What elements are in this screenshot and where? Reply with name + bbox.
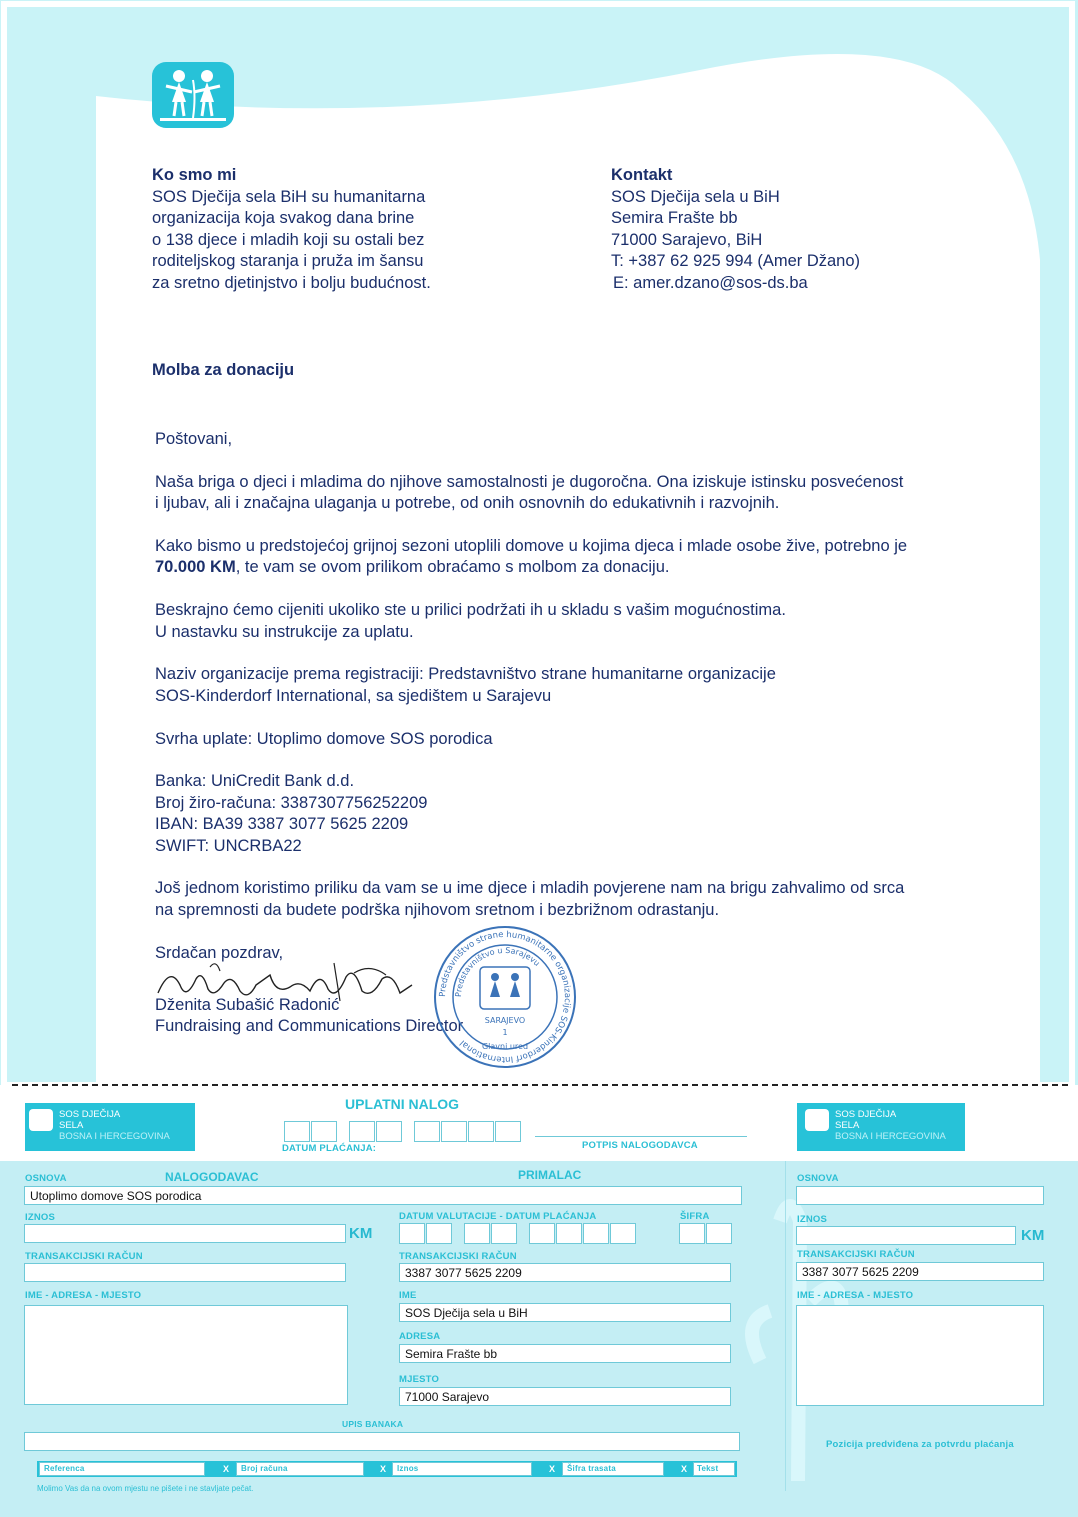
date-cell[interactable] xyxy=(441,1121,467,1142)
right-address-field[interactable] xyxy=(796,1305,1044,1406)
stamp-bottom-text: Glavni ured xyxy=(481,1042,529,1051)
signer-name: Dženita Subašić Radonić xyxy=(155,996,340,1015)
stamp-number: 1 xyxy=(502,1028,508,1037)
right-iznos-field[interactable] xyxy=(796,1226,1016,1245)
bank-line: SWIFT: UNCRBA22 xyxy=(155,836,302,855)
x-marker: X xyxy=(678,1462,690,1476)
recipient-account-field[interactable]: 3387 3077 5625 2209 xyxy=(399,1263,731,1282)
paragraph-line: i ljubav, ali i značajna ulaganja u potrebe, od onih osnovnih do edukativnih i razvojnih. xyxy=(155,494,780,513)
recipient-name-field[interactable]: SOS Dječija sela u BiH xyxy=(399,1303,731,1322)
km-label: KM xyxy=(349,1225,373,1242)
signer-title: Fundraising and Communications Director xyxy=(155,1017,464,1036)
logo-line: SOS DJEČIJA xyxy=(835,1109,897,1120)
logo-line: SELA xyxy=(59,1120,84,1131)
stamp-inner-text: Predstavništvo u Sarajevu xyxy=(453,945,542,998)
ime-label: IME xyxy=(399,1290,417,1301)
about-line: organizacija koja svakog dana brine xyxy=(152,209,415,227)
bank-entry-field[interactable] xyxy=(24,1432,740,1451)
stamp-ring-text: Predstavništvo strane humanitarne organizacije SOS-Kinderdorf International xyxy=(437,929,573,1065)
iznos-field[interactable] xyxy=(24,1224,346,1243)
about-heading: Ko smo mi xyxy=(152,166,237,184)
valuta-cell[interactable] xyxy=(529,1223,555,1244)
paragraph-line: Kako bismo u predstojećoj grijnoj sezoni utoplili domove u kojima djeca i mlade osobe žive, potrebno je xyxy=(155,537,908,555)
sifra-cell[interactable] xyxy=(679,1223,705,1244)
slip-logo-left xyxy=(25,1103,195,1151)
adresa-label: ADRESA xyxy=(399,1331,441,1342)
recipient-transakcijski-label: TRANSAKCIJSKI RAČUN xyxy=(399,1251,517,1262)
greeting: Poštovani, xyxy=(155,430,233,448)
osnova-label: OSNOVA xyxy=(25,1173,67,1184)
children-icon xyxy=(152,62,234,128)
valuta-cell[interactable] xyxy=(426,1223,452,1244)
payer-address-field[interactable] xyxy=(24,1305,348,1405)
ime-adresa-label: IME - ADRESA - MJESTO xyxy=(25,1290,142,1301)
donation-amount: 70.000 KM xyxy=(155,558,236,577)
transakcijski-label: TRANSAKCIJSKI RAČUN xyxy=(25,1251,143,1262)
potpis-label: POTPIS NALOGODAVCA xyxy=(582,1140,698,1151)
date-cell[interactable] xyxy=(468,1121,494,1142)
iznos-label: IZNOS xyxy=(25,1212,56,1223)
letter-subject: Molba za donaciju xyxy=(152,361,295,379)
x-marker: X xyxy=(546,1462,558,1476)
right-ime-label: IME - ADRESA - MJESTO xyxy=(797,1290,914,1301)
datum-valutacije-label: DATUM VALUTACIJE - DATUM PLAĆANJA xyxy=(399,1211,597,1222)
paragraph-line: Još jednom koristimo priliku da vam se u ime djece i mladih povjerene nam na brigu zahvalimo od srca xyxy=(155,879,905,898)
paragraph-text: , te vam se ovom prilikom obraćamo s molbom za donaciju. xyxy=(235,558,670,577)
logo-line: BOSNA I HERCEGOVINA xyxy=(835,1131,946,1142)
date-cell[interactable] xyxy=(495,1121,521,1142)
about-line: za sretno djetinjstvo i bolju budućnost. xyxy=(152,273,431,292)
bank-line: Banka: UniCredit Bank d.d. xyxy=(155,772,355,791)
recipient-address-field[interactable]: Semira Frašte bb xyxy=(399,1344,731,1363)
paragraph-line xyxy=(155,557,995,578)
pozicija-label: Pozicija predviđena za potvrdu plaćanja xyxy=(826,1439,1014,1450)
right-osnova-label: OSNOVA xyxy=(797,1173,839,1184)
primalac-label: PRIMALAC xyxy=(518,1168,582,1182)
nalogodavac-label: NALOGODAVAC xyxy=(165,1170,259,1184)
about-line: roditeljskog staranja i pruža im šansu xyxy=(152,252,424,270)
datum-placanja-label: DATUM PLAĆANJA: xyxy=(282,1143,377,1154)
sifra-label: ŠIFRA xyxy=(680,1211,710,1222)
contact-block xyxy=(611,165,941,294)
slip-divider xyxy=(785,1161,786,1491)
paragraph-line: Naziv organizacije prema registraciji: Predstavništvo strane humanitarne organizacije xyxy=(155,665,776,684)
contact-email: E: amer.dzano@sos-ds.ba xyxy=(613,273,808,292)
about-line: SOS Dječija sela BiH su humanitarna xyxy=(152,187,426,206)
valuta-cell[interactable] xyxy=(399,1223,425,1244)
mjesto-label: MJESTO xyxy=(399,1374,440,1385)
date-cell[interactable] xyxy=(376,1121,402,1142)
contact-line: Semira Frašte bb xyxy=(611,209,738,227)
children-icon xyxy=(29,1109,53,1131)
broj-racuna-label: Broj računa xyxy=(241,1464,288,1473)
valuta-cell[interactable] xyxy=(556,1223,582,1244)
contact-phone: T: +387 62 925 994 (Amer Džano) xyxy=(611,252,861,270)
paragraph-line: U nastavku su instrukcije za uplatu. xyxy=(155,622,414,641)
referenca-label: Referenca xyxy=(44,1464,85,1473)
tekst-label: Tekst xyxy=(697,1464,719,1473)
payment-purpose: Svrha uplate: Utoplimo domove SOS porodica xyxy=(155,729,493,748)
payer-account-field[interactable] xyxy=(24,1263,346,1282)
paragraph-line: na spremnosti da budete podrška njihovom sretnom i bezbrižnom odrastanju. xyxy=(155,900,720,919)
bank-line: Broj žiro-računa: 3387307756252209 xyxy=(155,793,428,812)
sifra-cell[interactable] xyxy=(706,1223,732,1244)
x-marker: X xyxy=(377,1462,389,1476)
about-line: o 138 djece i mladih koji su ostali bez xyxy=(152,230,425,249)
osnova-field[interactable]: Utoplimo domove SOS porodica xyxy=(24,1186,742,1205)
right-km-label: KM xyxy=(1021,1227,1045,1244)
signature-line xyxy=(535,1136,747,1137)
contact-heading: Kontakt xyxy=(611,166,673,184)
right-iznos-label: IZNOS xyxy=(797,1214,828,1225)
paragraph-line: SOS-Kinderdorf International, sa sjedištem u Sarajevu xyxy=(155,686,552,705)
right-account-field[interactable]: 3387 3077 5625 2209 xyxy=(796,1262,1044,1281)
contact-line: SOS Dječija sela u BiH xyxy=(611,187,780,206)
bank-line: IBAN: BA39 3387 3077 5625 2209 xyxy=(155,815,409,834)
sos-logo xyxy=(152,62,234,128)
paragraph-line: Beskrajno ćemo cijeniti ukoliko ste u prilici podržati ih u skladu s vašim mogućnostima. xyxy=(155,601,786,620)
closing: Srdačan pozdrav, xyxy=(155,943,284,962)
children-icon xyxy=(805,1109,829,1131)
cut-line xyxy=(12,1084,1068,1086)
upis-banaka-label: UPIS BANAKA xyxy=(342,1419,404,1429)
date-cell[interactable] xyxy=(349,1121,375,1142)
contact-line: 71000 Sarajevo, BiH xyxy=(611,230,763,249)
valuta-cell[interactable] xyxy=(583,1223,609,1244)
valuta-cell[interactable] xyxy=(464,1223,490,1244)
valuta-cell[interactable] xyxy=(610,1223,636,1244)
x-marker: X xyxy=(220,1462,232,1476)
date-cell[interactable] xyxy=(414,1121,440,1142)
about-block xyxy=(152,165,512,294)
slip-note: Molimo Vas da na ovom mjestu ne pišete i ne stavljate pečat. xyxy=(37,1484,254,1493)
right-transakcijski-label: TRANSAKCIJSKI RAČUN xyxy=(797,1249,915,1260)
recipient-city-field[interactable]: 71000 Sarajevo xyxy=(399,1387,731,1406)
official-stamp xyxy=(430,925,580,1070)
valuta-cell[interactable] xyxy=(491,1223,517,1244)
date-cell[interactable] xyxy=(284,1121,310,1142)
logo-line: SELA xyxy=(835,1120,860,1131)
iznos-ref-label: Iznos xyxy=(397,1464,419,1473)
sifra-trasata-label: Šifra trasata xyxy=(567,1464,616,1473)
right-osnova-field[interactable] xyxy=(796,1186,1044,1205)
logo-line: SOS DJEČIJA xyxy=(59,1109,121,1120)
signature xyxy=(150,955,420,1015)
slip-title: UPLATNI NALOG xyxy=(345,1096,460,1112)
date-cell[interactable] xyxy=(311,1121,337,1142)
paragraph-line: Naša briga o djeci i mladima do njihove samostalnosti je dugoročna. Ona iziskuje istinsku posvećenost xyxy=(155,472,904,491)
slip-logo-right xyxy=(797,1103,965,1151)
stamp-city: SARAJEVO xyxy=(484,1016,526,1025)
logo-line: BOSNA I HERCEGOVINA xyxy=(59,1131,170,1142)
